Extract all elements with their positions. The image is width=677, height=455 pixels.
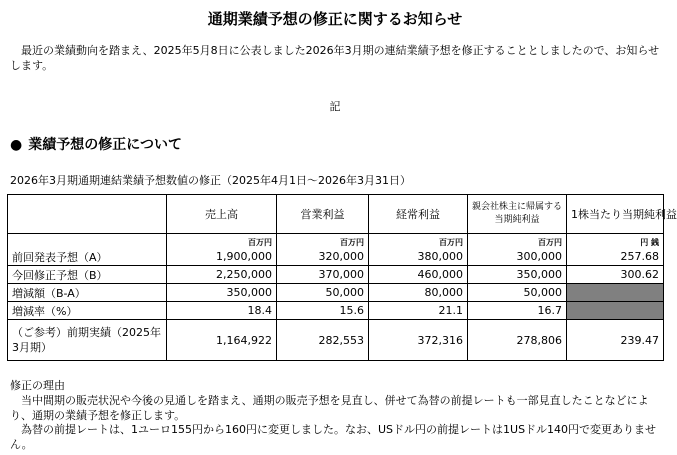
reason-paragraph: 為替の前提レートは、1ユーロ155円から160円に変更しました。なお、USドル円の前提レートは1USドル140円で変更ありません。 — [10, 423, 657, 451]
table-cell: 1,164,922 — [167, 320, 277, 361]
header-cell-net-sales: 売上高 — [167, 195, 277, 234]
unit-cell: 百万円 — [369, 234, 468, 249]
table-cell: 350,000 — [468, 266, 567, 284]
header-cell-operating-income: 営業利益 — [277, 195, 369, 234]
table-cell: 380,000 — [369, 248, 468, 266]
table-row — [8, 302, 664, 320]
header-cell-eps: 1株当たり当期純利益 — [567, 195, 664, 234]
table-row — [8, 248, 664, 266]
row-label: 今回修正予想（B） — [8, 266, 167, 284]
table-cell: 320,000 — [277, 248, 369, 266]
table-cell: 370,000 — [277, 266, 369, 284]
unit-cell: 百万円 — [468, 234, 567, 249]
ki-marker: 記 — [329, 100, 341, 113]
table-cell: 300.62 — [567, 266, 664, 284]
bullet-icon: ● — [10, 137, 23, 153]
forecast-table — [7, 194, 677, 361]
intro-paragraph: 最近の業績動向を踏まえ、2025年5月8日に公表しました2026年3月期の連結業績予想を修正することとしましたので、お知らせします。 — [10, 44, 660, 72]
table-cell: 16.7 — [468, 302, 567, 320]
table-cell: 300,000 — [468, 248, 567, 266]
table-cell: 278,806 — [468, 320, 567, 361]
row-label: 前回発表予想（A） — [8, 248, 167, 266]
section-heading — [10, 134, 182, 154]
reason-paragraph: 当中間期の販売状況や今後の見通しを踏まえ、通期の販売予想を見直し、併せて為替の前提レートも一部見直したことなどにより、通期の業績予想を修正します。 — [10, 394, 649, 422]
reason-heading: 修正の理由 — [10, 379, 65, 392]
table-header-row — [8, 195, 664, 234]
table-row — [8, 266, 664, 284]
table-cell: 15.6 — [277, 302, 369, 320]
unit-cell: 円 銭 — [567, 234, 664, 249]
table-cell: 50,000 — [468, 284, 567, 302]
table-cell: 350,000 — [167, 284, 277, 302]
header-cell-net-income-owners: 親会社株主に帰属する当期純利益 — [468, 195, 567, 234]
table-cell: 372,316 — [369, 320, 468, 361]
row-label: （ご参考）前期実績（2025年3月期） — [8, 320, 167, 361]
units-row — [8, 234, 664, 249]
table-cell: 50,000 — [277, 284, 369, 302]
document-title: 通期業績予想の修正に関するお知らせ — [207, 10, 463, 28]
table-row — [8, 320, 664, 361]
header-cell-ordinary-income: 経常利益 — [369, 195, 468, 234]
shaded-cell — [567, 284, 664, 302]
unit-cell: 百万円 — [167, 234, 277, 249]
table-row — [8, 284, 664, 302]
unit-cell: 百万円 — [277, 234, 369, 249]
table-cell: 282,553 — [277, 320, 369, 361]
table-cell: 460,000 — [369, 266, 468, 284]
row-label: 増減額（B-A） — [8, 284, 167, 302]
table-cell: 257.68 — [567, 248, 664, 266]
row-label: 増減率（%） — [8, 302, 167, 320]
table-cell: 18.4 — [167, 302, 277, 320]
table-cell: 1,900,000 — [167, 248, 277, 266]
section-heading-text: 業績予想の修正について — [28, 137, 182, 153]
table-cell: 239.47 — [567, 320, 664, 361]
unit-cell — [8, 234, 167, 249]
table-cell: 21.1 — [369, 302, 468, 320]
table-cell: 2,250,000 — [167, 266, 277, 284]
table-caption: 2026年3月期通期連結業績予想数値の修正（2025年4月1日～2026年3月31日） — [10, 174, 411, 187]
shaded-cell — [567, 302, 664, 320]
header-cell-blank — [8, 195, 167, 234]
table-cell: 80,000 — [369, 284, 468, 302]
